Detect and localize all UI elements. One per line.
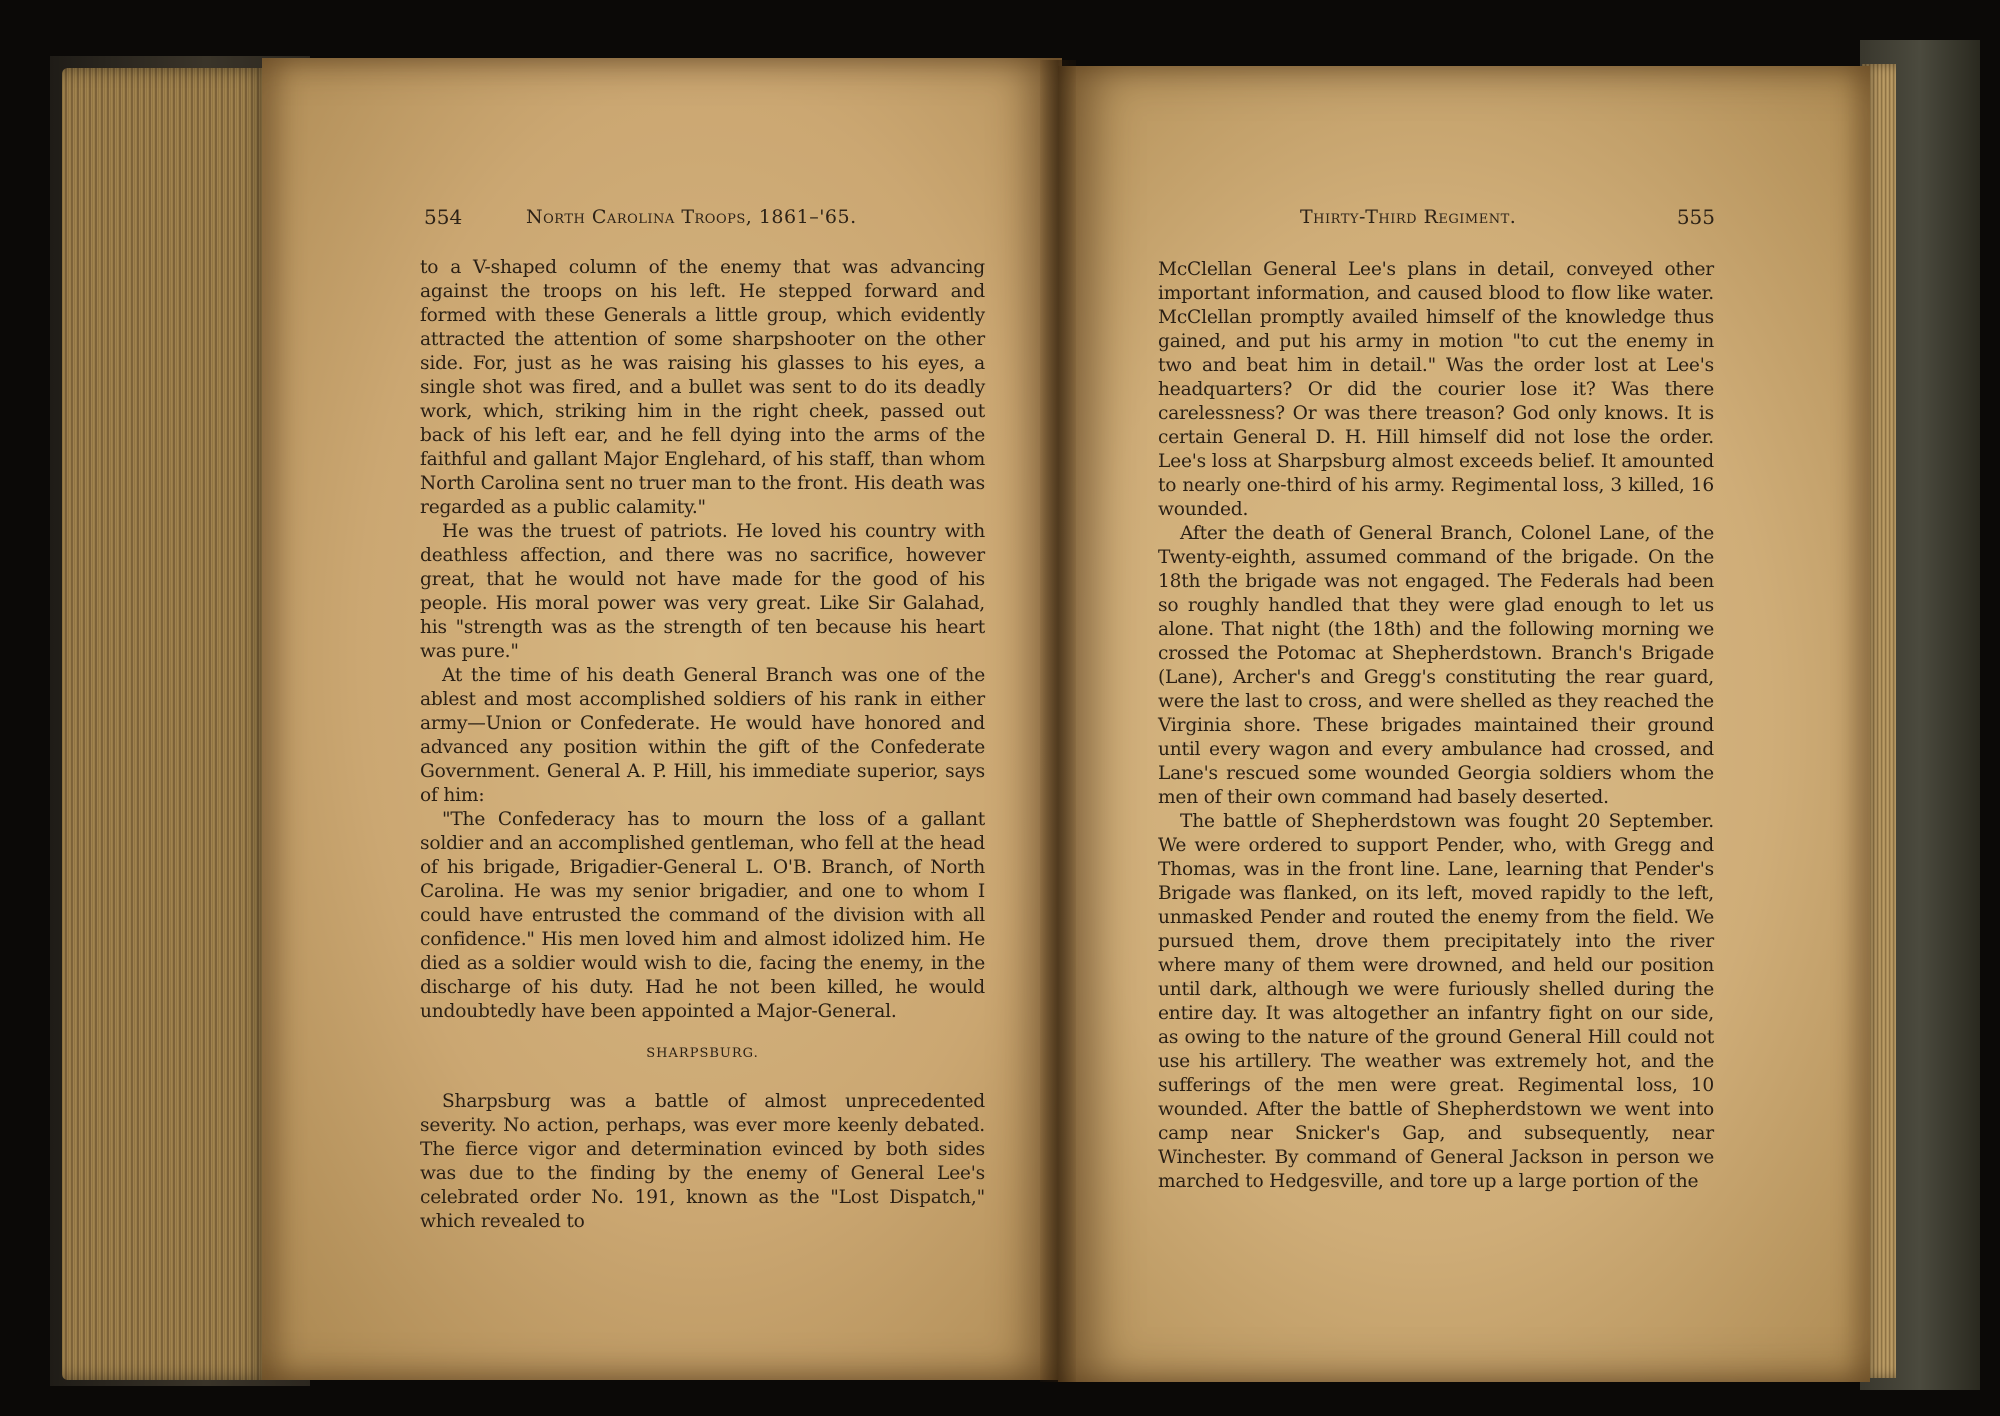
right-running-title: Thirty-Third Regiment. [1300,206,1517,228]
right-text-column [1158,258,1714,1194]
left-page-number: 554 [424,205,463,229]
paragraph: Sharpsburg was a battle of almost unprecedented severity. No action, perhaps, was ever more keenly debated. The fierce vigor and determination evinced by both sides was due to the finding by the enemy of General Lee's celebrated order No. 191, known as the "Lost Dispatch," which revealed to [420,1091,985,1232]
paragraph: He was the truest of patriots. He loved his country with deathless affection, and there was no sacrifice, however great, that he would not have made for the good of his people. His moral power was very great. Like Sir Galahad, his "strength was as the strength of ten because his heart was pure." [420,521,985,662]
paragraph: to a V-shaped column of the enemy that was advancing against the troops on his left. He stepped forward and formed with these Generals a little group, which evidently attracted the attention of some sharpshooter on the other side. For, just as he was raising his glasses to his eyes, a single shot was fired, and a bullet was sent to do its deadly work, which, striking him in the right cheek, passed out back of his left ear, and he fell dying into the arms of the faithful and gallant Major Englehard, of his staff, than whom North Carolina sent no truer man to the front. His death was regarded as a public calamity." [420,257,985,518]
left-running-title: North Carolina Troops, 1861–'65. [526,206,857,228]
left-running-head [424,202,894,232]
left-text-column [420,256,985,1234]
right-page-number: 555 [1676,205,1715,229]
book-gutter [1040,60,1076,1382]
paragraph: "The Confederacy has to mourn the loss of a gallant soldier and an accomplished gentleman, who fell at the head of his brigade, Brigadier-General L. O'B. Branch, of North Carolina. He was my senior brigadier, and one to whom I could have entrusted the command of the division with all confidence." His men loved him and almost idolized him. He died as a soldier would wish to die, facing the enemy, in the discharge of his duty. Had he not been killed, he would undoubtedly have been appointed a Major-General. [420,809,985,1022]
left-page-edges [62,68,272,1380]
paragraph: The battle of Shepherdstown was fought 20 September. We were ordered to support Pender, who, with Gregg and Thomas, was in the front line. Lane, learning that Pender's Brigade was flanked, on its left, moved rapidly to the left, unmasked Pender and routed the enemy from the field. We pursued them, drove them precipitately into the river where many of them were drowned, and held our position until dark, although we were furiously shelled during the entire day. It was altogether an infantry fight on our side, as owing to the nature of the ground General Hill could not use his artillery. The weather was extremely hot, and the sufferings of the men were great. Regimental loss, 10 wounded. After the battle of Shepherdstown we went into camp near Snicker's Gap, and subsequently, near Winchester. By command of General Jackson in person we marched to Hedgesville, and tore up a large portion of the [1158,811,1714,1192]
paragraph: At the time of his death General Branch was one of the ablest and most accomplished soldiers of his rank in either army—Union or Confederate. He would have honored and advanced any position within the gift of the Confederate Government. General A. P. Hill, his immediate superior, says of him: [420,665,985,806]
paragraph: After the death of General Branch, Colonel Lane, of the Twenty-eighth, assumed command of the brigade. On the 18th the brigade was not engaged. The Federals had been so roughly handled that they were glad enough to let us alone. That night (the 18th) and the following morning we crossed the Potomac at Shepherdstown. Branch's Brigade (Lane), Archer's and Gregg's constituting the rear guard, were the last to cross, and were shelled as they reached the Virginia shore. These brigades maintained their ground until every wagon and every ambulance had crossed, and Lane's rescued some wounded Georgia soldiers whom the men of their own command had basely deserted. [1158,523,1714,808]
right-running-head [1300,202,1715,232]
paragraph: McClellan General Lee's plans in detail, conveyed other important information, and caused blood to flow like water. McClellan promptly availed himself of the knowledge thus gained, and put his army in motion "to cut the enemy in two and beat him in detail." Was the order lost at Lee's headquarters? Or did the courier lose it? Was there carelessness? Or was there treason? God only knows. It is certain General D. H. Hill himself did not lose the order. Lee's loss at Sharpsburg almost exceeds belief. It amounted to nearly one-third of his army. Regimental loss, 3 killed, 16 wounded. [1158,259,1714,520]
section-heading: SHARPSBURG. [646,1046,759,1061]
